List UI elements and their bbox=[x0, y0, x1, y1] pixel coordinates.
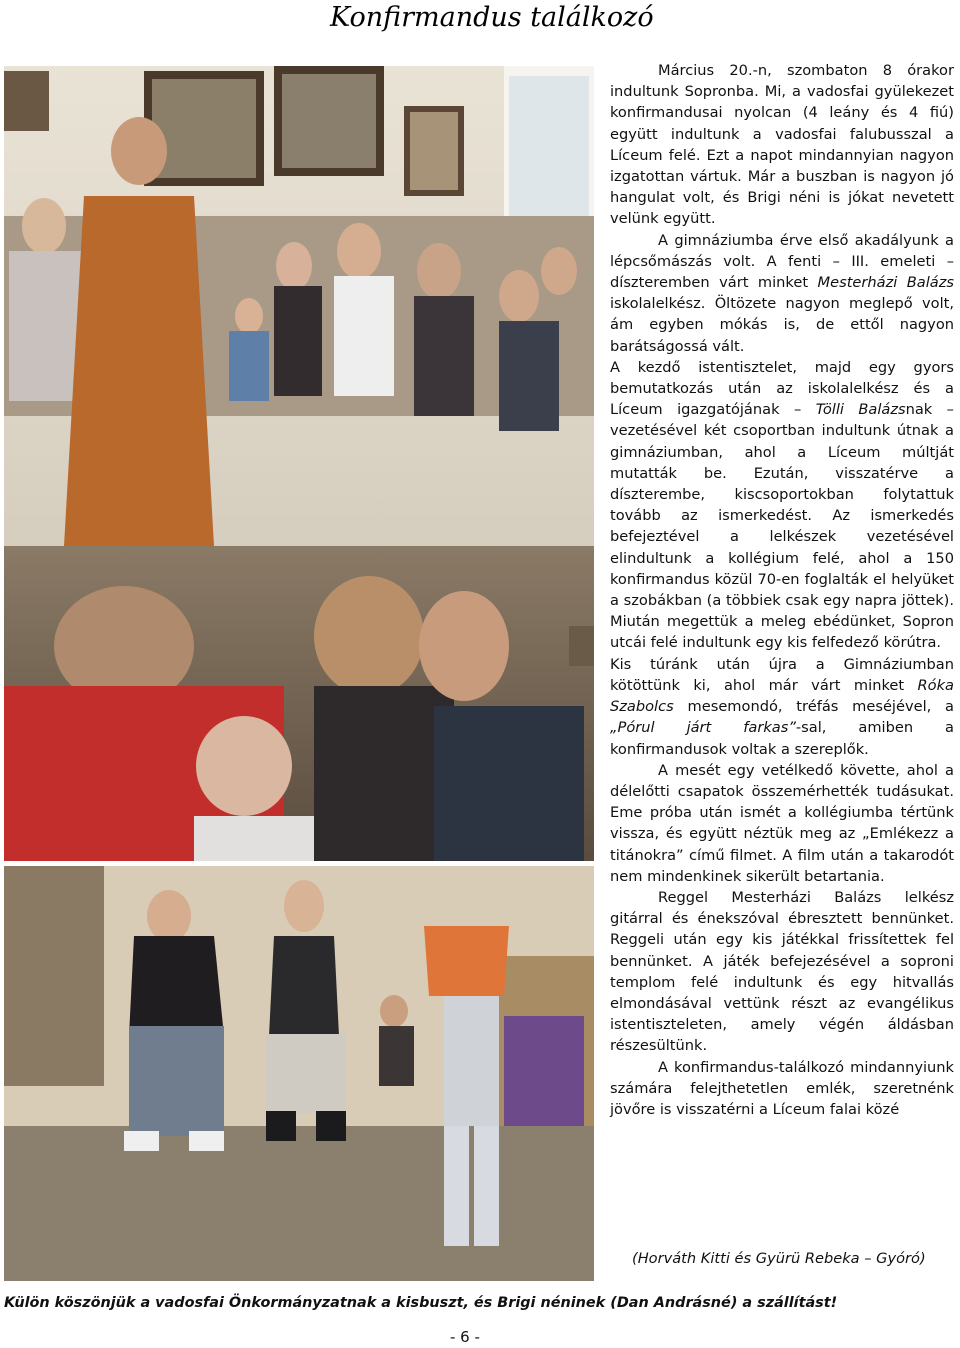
name-roka: Róka Szabolcs bbox=[610, 676, 954, 716]
author-signature: (Horváth Kitti és Gyürü Rebeka – Gyóró) bbox=[632, 1250, 926, 1267]
paragraph-6: Reggel Mesterházi Balázs lelkész gitárral és énekszóval ébresztett bennünket. Reggeli után egy kis játékkal frissítettek fel bennünket. A játék befejezésével a soproni templom felé indultunk és egy hitvallás elmondásával vettünk részt az evangélikus istentiszteleten, amely végén áldásban részesültünk. bbox=[610, 888, 954, 1055]
name-tolli: Tölli Balázs bbox=[815, 401, 906, 419]
page-title: Konfirmandus találkozó bbox=[330, 2, 654, 33]
group-meeting-photo bbox=[4, 66, 594, 861]
paragraph-1: Március 20.-n, szombaton 8 órakor indultunk Sopronba. Mi, a vadosfai gyülekezet konfirmandusai nyolcan (4 leány és 4 fiú) együtt indultunk a vadosfai falubusszal a Líceum felé. Ezt a napot mindannyian nagyon izgatottan vártuk. Már a buszban is nagyon jó hangulat volt, és Brigi néni is jókat nevetett velünk együtt. bbox=[610, 62, 954, 228]
tale-title: „Pórul járt farkas” bbox=[610, 719, 796, 737]
page-number: - 6 - bbox=[450, 1328, 480, 1346]
paragraph-5: A mesét egy vetélkedő követte, ahol a délelőtti csapatok összemérhették tudásukat. Eme próba után ismét a kollégiumba tértünk vissza, és együtt néztük meg az „Emlékezz a titánokra” című filmet. A film után a takarodót nem mindenkinek sikerült betartania. bbox=[610, 761, 954, 885]
paragraph-3: A kezdő istentisztelet, majd egy gyors bemutatkozás után az iskolalelkész és a Líceum igazgatójának – Tölli Balázsnak – vezetésével két csoportban indultunk útnak a gimnáziumban, ahol a Líceum múltját mutatták be. Ezután, visszatérve a díszterembe, kiscsoportokban folytattuk tovább az ismerkedést. Az ismerkedés befejeztével a lelkészek vezetésével elindultunk a kollégium felé, ahol a 150 konfirmandus közül 70-en foglalták el helyüket a szobákban (a többiek csak egy napra jöttek). Miután megettük a meleg ebédünket, Sopron utcái felé indultunk egy kis felfedező körútra. bbox=[610, 358, 954, 652]
paragraph-2: A gimnáziumba érve első akadályunk a lépcsőmászás volt. A fenti – III. emeleti – díszteremben várt minket Mesterházi Balázs iskolalelkész. Öltözete nagyon meglepő volt, ám egyben mókás is, de ettől nagyon barátságossá vált. bbox=[610, 231, 954, 355]
article-body bbox=[610, 60, 954, 1120]
acknowledgement: Külön köszönjük a vadosfai Önkormányzatnak a kisbuszt, és Brigi néninek (Dan Andrásné) a szállítást! bbox=[4, 1295, 838, 1311]
paragraph-4: Kis túránk után újra a Gimnáziumban kötöttünk ki, ahol már várt minket Róka Szabolcs mesemondó, tréfás meséjével, a „Pórul járt farkas”-sal, amiben a konfirmandusok voltak a szereplők. bbox=[610, 655, 955, 758]
paragraph-7: A konfirmandus-találkozó mindannyiunk számára felejthetetlen emlék, szeretnénk jövőre is visszatérni a Líceum falai közé bbox=[610, 1058, 954, 1118]
play-performance-photo bbox=[4, 866, 594, 1281]
name-mesterhazi: Mesterházi Balázs bbox=[817, 274, 954, 292]
